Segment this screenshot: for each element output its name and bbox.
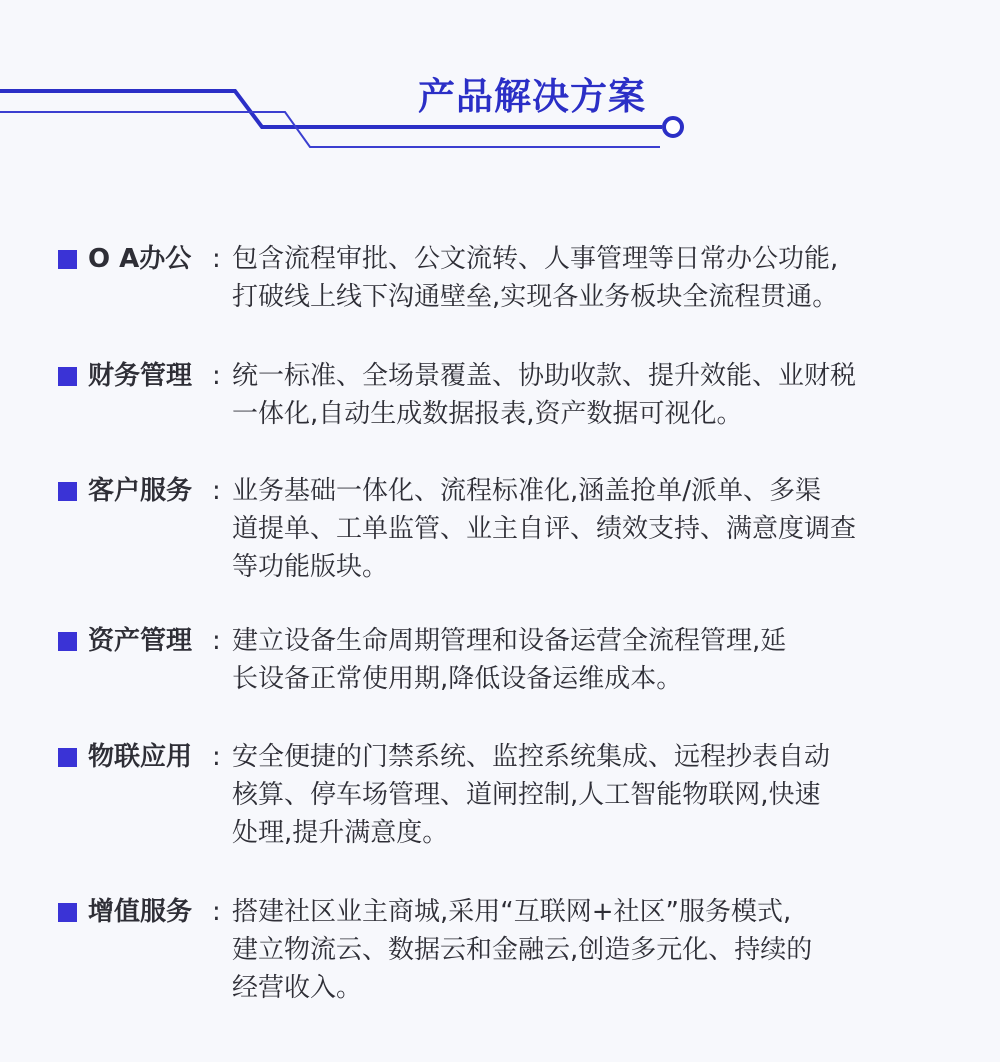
description-line: 业务基础一体化、流程标准化,涵盖抢单/派单、多渠 [232,476,822,506]
description-line: 建立设备生命周期管理和设备运营全流程管理,延 [232,626,787,656]
section-label: 物联应用 [88,742,193,772]
square-bullet-icon [58,903,77,922]
description-line: 搭建社区业主商城,采用“互联网+社区”服务模式, [232,897,792,927]
section-description [232,738,830,852]
section-colon: : [212,244,221,274]
description-line: 核算、停车场管理、道闸控制,人工智能物联网,快速 [232,780,821,810]
description-line: 安全便捷的门禁系统、监控系统集成、远程抄表自动 [232,742,831,772]
section-colon: : [212,897,221,927]
section-label: 增值服务 [88,897,193,927]
description-line: 一体化,自动生成数据报表,资产数据可视化。 [232,399,743,429]
description-line: 包含流程审批、公文流转、人事管理等日常办公功能, [232,244,839,274]
description-line: 打破线上线下沟通壁垒,实现各业务板块全流程贯通。 [232,282,839,312]
square-bullet-icon [58,632,77,651]
description-line: 统一标准、全场景覆盖、协助收款、提升效能、业财税 [232,361,857,391]
description-line: 经营收入。 [232,973,363,1003]
description-line: 道提单、工单监管、业主自评、绩效支持、满意度调查 [232,514,857,544]
section-description [232,240,838,316]
section-label: O A办公 [88,244,192,274]
section-colon: : [212,476,221,506]
section-label: 客户服务 [88,476,193,506]
square-bullet-icon [58,748,77,767]
section-colon: : [212,361,221,391]
section-colon: : [212,742,221,772]
section-description [232,622,786,698]
section-description [232,472,856,586]
description-line: 长设备正常使用期,降低设备运维成本。 [232,664,683,694]
description-line: 处理,提升满意度。 [232,818,449,848]
section-description [232,893,812,1007]
section-label: 资产管理 [88,626,193,656]
circle-node-icon [664,118,682,136]
description-line: 等功能版块。 [232,552,389,582]
section-colon: : [212,626,221,656]
section-label: 财务管理 [88,361,193,391]
square-bullet-icon [58,367,77,386]
description-line: 建立物流云、数据云和金融云,创造多元化、持续的 [232,935,813,965]
square-bullet-icon [58,482,77,501]
square-bullet-icon [58,250,77,269]
page-title: 产品解决方案 [418,75,646,118]
section-description [232,357,856,433]
